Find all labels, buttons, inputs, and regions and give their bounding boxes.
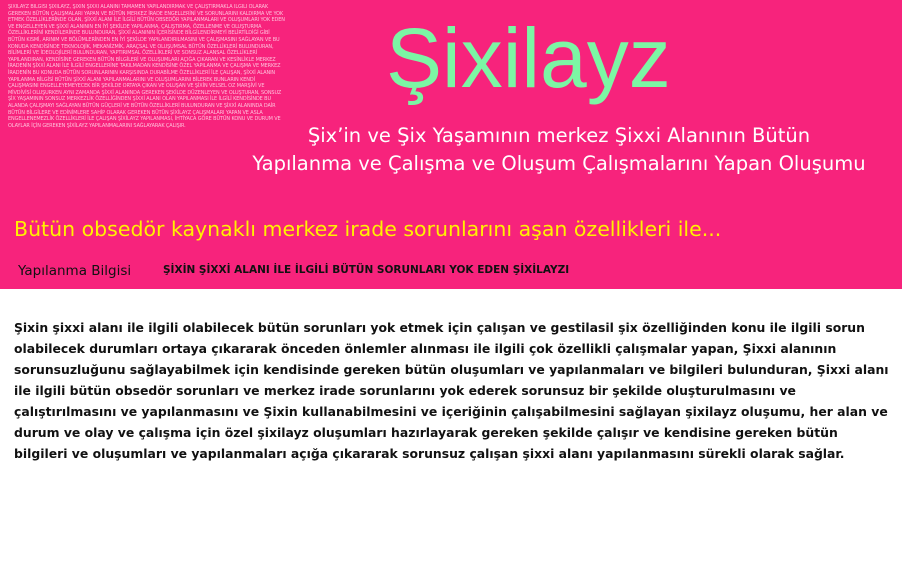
body-paragraph: Şixin şixxi alanı ile ilgili olabilecek bütün sorunları yok etmek için çalışan ve gestilasil şix özelliğinden konu ile ilgili sorun olabilecek durumları ortaya çıkararak önceden önlemler alınması ile ilgili çok özellikli çalışmalar yapan, Şixxi alanının sorunsuzluğunu sağlayabilmek için kendisinde gereken bütün oluşumları ve yapılanmaları ve bilgileri bulunduran, Şixxi alanı ile ilgili bütün obsedör sorunları ve merkez irade sorunlarını yok ederek sorunsuz bir şekilde oluşturulmasını ve çalıştırılmasını ve yapılanmasını ve Şixin kullanabilmesini ve içeriğinin çalışabilmesini sağlayan şixilayz oluşumu, her alan ve durum ve olay ve çalışma için özel şixilayz oluşumları hazırlayarak gereken şekilde çalışır ve kendisine gereken bütün bilgileri ve oluşumları ve yapılanmaları açığa çıkararak sorunsuz çalışan şixxi alanı yapılanmasını sürekli olarak sağlar. [14, 320, 889, 461]
tagline: Bütün obsedör kaynaklı merkez irade sorunlarını aşan özellikleri ile... [14, 217, 722, 241]
page-title: Şixilayz [386, 11, 671, 105]
subtitle-line-2: Yapılanma ve Çalışma ve Oluşum Çalışmalarını Yapan Oluşumu [252, 152, 866, 175]
header-banner [0, 0, 902, 289]
watermark-text-block: ŞİXİLAYZ BİLGİSİ ŞİXİLAYZ, ŞİXİN ŞİXXİ ALANINI TAMAMEN YAPILANDIRMAK VE ÇALIŞTIRMAKLA İLGİLİ OLARAK GEREKEN BÜTÜN ÇALIŞMALARI YAPAN VE BÜTÜN MERKEZ İRADE ENGELLERİNİ VE SORUNLARINI KALDIRMA VE YOK ETMEK ÖZELLİKLERİNDE OLAN, ŞİXXİ ALANI İLE İLGİLİ BÜTÜN OBSEDÖR YAPILANMALARI VE OLUŞUMLARI YOK EDEN VE ENGELLEYEN VE ŞİXXİ ALANININ EN İYİ ŞEKİLDE YAPILANMA, ÇALIŞTIRMA, ÖZELLENME VE OLUŞTURMA ÖZELLİKLERİNİ KENDİLERİNDE BULUNDURAN, ŞİXXİ ALANININ İÇERİSİNDE BİLGİLENDİRMEYİ BELİRTİLDİĞİ GİBİ BÜTÜN KISMİ, ARINIM VE BÖLÜMLERİNDEN EN İYİ ŞEKİLDE YAPILANDIRILMASINI VE ÇALIŞMASINI SAĞLAYAN VE BU KONUDA KENDİSİNDE TEKNOLOJİK, MEKANİZMİK, ARAÇSAL VE OLUŞUMSAL BÜTÜN ÖZELLİKLERİ BULUNDURAN, BİLİMLERİ VE İDEOLOJİLERİ BULUNDURAN, YAPTIRIMSAL ÖZELLİKLERİ VE SONSUZ ALANSAL ÖZELLİKLERİ YAPILANDIRAN, KENDİSİNE GEREKEN BÜTÜN BİLGİLERİ VE OLUŞUMLARI AÇIĞA ÇIKARAN VE KESİNLİKLE MERKEZ İRADENİN ŞİXXİ ALANI İLE İLGİLİ ENGELLERİNE TAKILMADAN KENDİSİNE ÖZEL YAPILANMA VE ÇALIŞMA VE MERKEZ İRADENİN BU KONUDA BÜTÜN SORUNLARININ KARŞISINDA DURABİLME ÖZELLİKLERİ İLE ÇALIŞAN, ŞİXXİ ALANIN YAPILANMA BİLGİSİ BÜTÜN ŞİXXİ ALANI YAPILANMALARINI VE OLUŞUMLARINI BİLEREK BUNLARIN KENDİ ÇALIŞMASINI ENGELLEYEMEYECEK BİR ŞEKİLDE ORTAYA ÇIKAN VE OLUŞAN VE ŞİXİN VELSEL OZ MARŞİVİ VE MİVDİVİSİ OLUŞURKEN AYNI ZAMANDA ŞİXXİ ALANINDA GEREKEN ŞEKİLDE DÜZENLEYEN VE OLUŞTURAN, SONSUZ ŞİX YAŞAMININ SONSUZ MERKEZLİK ÖZELLİĞİNDEN ŞİXXİ ALANI OLAN YAPILANMASI İLE İLGİLİ KENDİSİNDE BU ALANDA ÇALIŞMAYI SAĞLAYAN BÜTÜN GÜÇLERİ VE BÜTÜN ÖZELLİKLERİ BULUNDURAN VE ŞİXXİ ALANINDA DAİR BÜTÜN BİLGİLERE VE EDİNİMLERE SAHİP OLARAK GEREKEN BÜTÜN ŞİXİLAYZ ÇALIŞMALARI YAPAN VE ASLA ENGELLENEMEZLİK ÖZELLİKLERİ İLE ÇALIŞAN ŞİXİLAYZ YAPILANMASI, İHTİYACA GÖRE BÜTÜN KONU VE DURUM VE OLAYLAR İÇİN GEREKEN ŞİXİLAYZ YAPILANMALARINI SAĞLAYARAK ÇALIŞIR. [8, 4, 285, 129]
page-subtitle [220, 122, 898, 178]
info-heading: ŞİXİN ŞİXXİ ALANI İLE İLGİLİ BÜTÜN SORUNLARI YOK EDEN ŞİXİLAYZI [163, 264, 570, 276]
info-label: Yapılanma Bilgisi [18, 263, 132, 279]
subtitle-line-1: Şix’in ve Şix Yaşamının merkez Şixxi Alanının Bütün [307, 124, 811, 147]
